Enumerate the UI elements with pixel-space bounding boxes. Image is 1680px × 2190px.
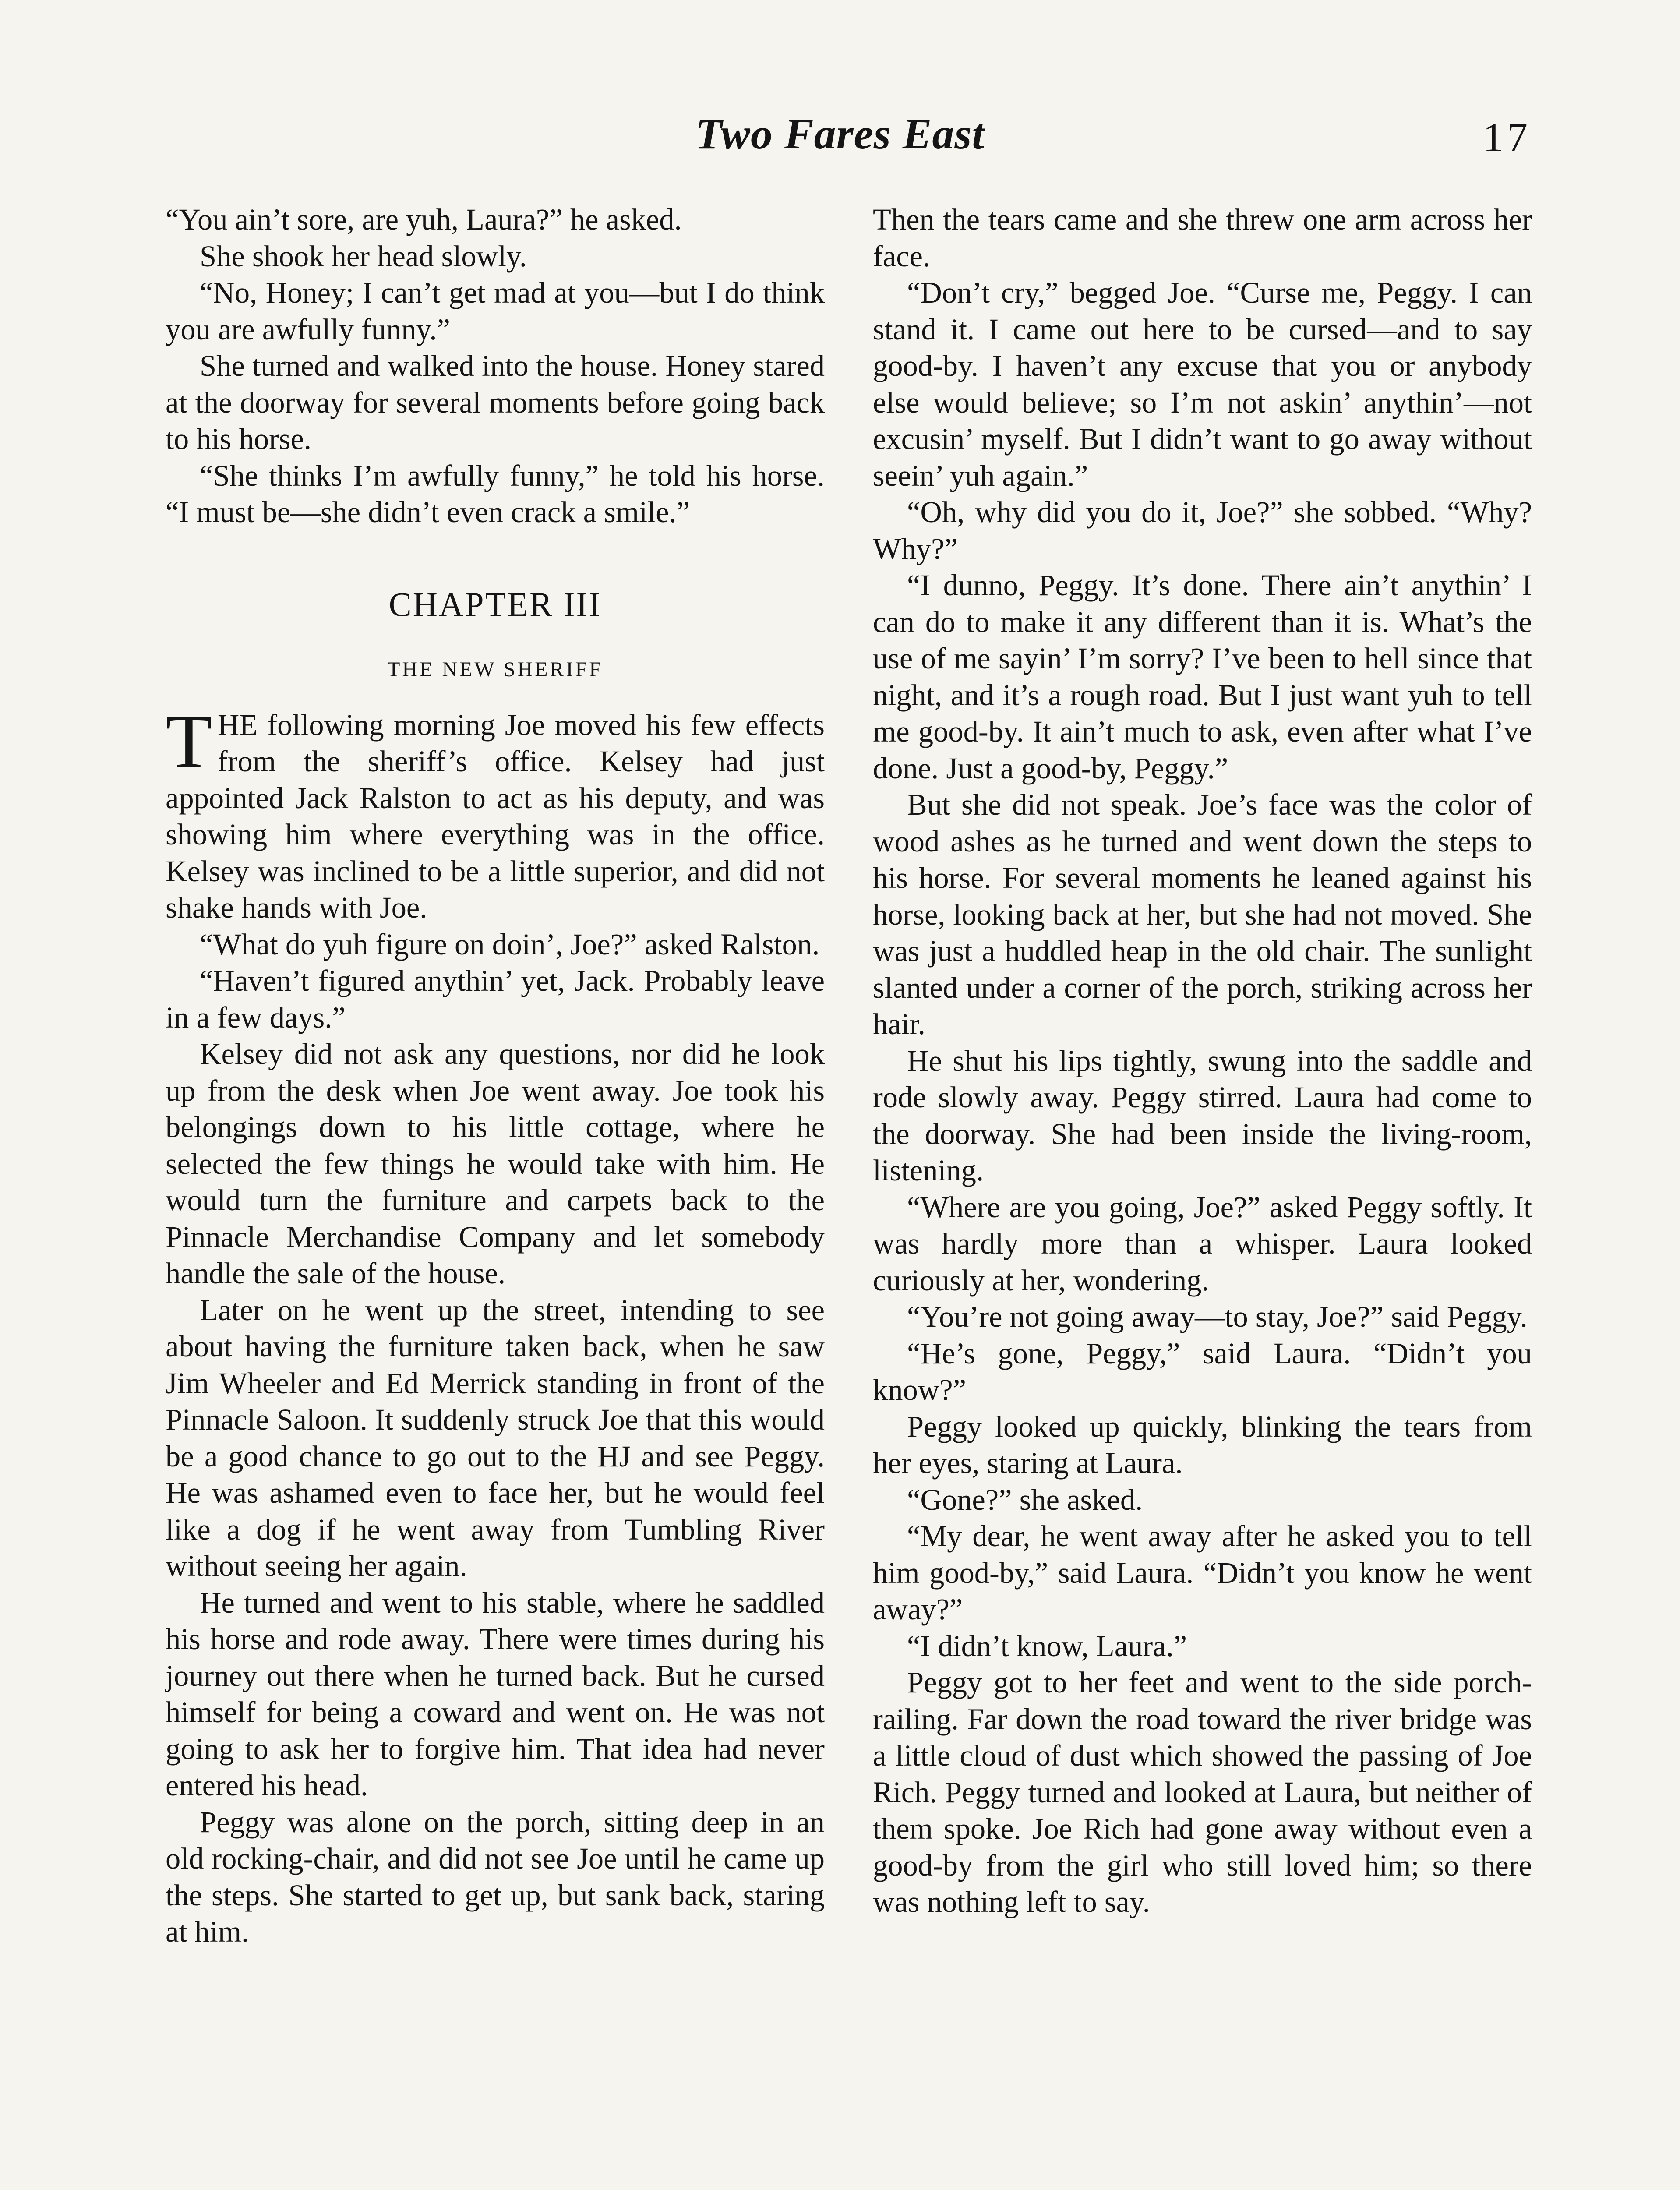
- paragraph: He shut his lips tightly, swung into the saddle and rode slowly away. Peggy stirred. Laura had come to the doorway. She had been inside the living-room, listening.: [873, 1044, 1532, 1187]
- page-number: 17: [1483, 115, 1531, 160]
- paragraph: She turned and walked into the house. Honey stared at the doorway for several moments before going back to his horse.: [166, 349, 825, 456]
- paragraph: Later on he went up the street, intending to see about having the furniture taken back, when he saw Jim Wheeler and Ed Merrick standing in front of the Pinnacle Saloon. It suddenly struck Joe that this would be a good chance to go out to the HJ and see Peggy. He was ashamed even to face her, but he would feel like a dog if he went away from Tumbling River without seeing her again.: [166, 1293, 825, 1582]
- paragraph: “He’s gone, Peggy,” said Laura. “Didn’t you know?”: [873, 1336, 1532, 1406]
- paragraph: “Where are you going, Joe?” asked Peggy softly. It was hardly more than a whisper. Laura looked curiously at her, wondering.: [873, 1190, 1532, 1297]
- chapter-subtitle: THE NEW SHERIFF: [387, 657, 603, 681]
- paragraph: “I didn’t know, Laura.”: [907, 1629, 1187, 1663]
- paragraph: “Don’t cry,” begged Joe. “Curse me, Peggy. I can stand it. I came out here to be cursed—and to say good-by. I haven’t any excuse that you or anybody else would believe; so I’m not askin’ anythin’—not excusin’ myself. But I didn’t want to go away without seein’ yuh again.”: [873, 276, 1532, 492]
- paragraph: “Oh, why did you do it, Joe?” she sobbed. “Why? Why?”: [873, 495, 1532, 565]
- paragraph: “You ain’t sore, are yuh, Laura?” he asked.: [166, 203, 682, 236]
- paragraph: “She thinks I’m awfully funny,” he told his horse. “I must be—she didn’t even crack a smile.”: [166, 459, 825, 529]
- paragraph: “You’re not going away—to stay, Joe?” said Peggy.: [907, 1300, 1528, 1333]
- running-title: Two Fares East: [695, 110, 985, 158]
- paragraph: Peggy looked up quickly, blinking the tears from her eyes, staring at Laura.: [873, 1409, 1532, 1480]
- paragraph: He turned and went to his stable, where he saddled his horse and rode away. There were times during his journey out there when he turned back. But he cursed himself for being a coward and went on. He was not going to ask her to forgive him. That idea had never entered his head.: [166, 1586, 825, 1802]
- paragraph: “Gone?” she asked.: [907, 1483, 1143, 1516]
- paragraph: “No, Honey; I can’t get mad at you—but I do think you are awfully funny.”: [166, 276, 825, 346]
- paragraph: But she did not speak. Joe’s face was the color of wood ashes as he turned and went down the steps to his horse. For several moments he leaned against his horse, looking back at her, but she had not moved. She was just a huddled heap in the old chair. The sunlight slanted under a corner of the porch, striking across her hair.: [873, 788, 1532, 1041]
- paragraph: She shook her head slowly.: [200, 239, 527, 273]
- paragraph: Then the tears came and she threw one arm across her face.: [873, 203, 1532, 273]
- right-column: [873, 201, 1532, 1921]
- opening-paragraph: [166, 698, 825, 926]
- paragraph: “My dear, he went away after he asked you to tell him good-by,” said Laura. “Didn’t you know he went away?”: [873, 1519, 1532, 1626]
- left-column: [166, 201, 825, 1950]
- paragraph: Peggy was alone on the porch, sitting deep in an old rocking-chair, and did not see Joe until he came up the steps. She started to get up, but sank back, staring at him.: [166, 1805, 825, 1948]
- chapter-heading: CHAPTER III: [388, 585, 602, 623]
- paragraph: Peggy got to her feet and went to the side porch-railing. Far down the road toward the river bridge was a little cloud of dust which showed the passing of Joe Rich. Peggy turned and looked at Laura, but neither of them spoke. Joe Rich had gone away without even a good-by from the girl who still loved him; so there was nothing left to say.: [873, 1666, 1532, 1918]
- paragraph: “What do yuh figure on doin’, Joe?” asked Ralston.: [200, 927, 820, 961]
- paragraph: Kelsey did not ask any questions, nor did he look up from the desk when Joe went away. Joe took his belongings down to his little cottage, where he selected the few things he would take with him. He would turn the furniture and carpets back to the Pinnacle Merchandise Company and let somebody handle the sale of the house.: [166, 1037, 825, 1290]
- paragraph: “I dunno, Peggy. It’s done. There ain’t anythin’ I can do to make it any different than it is. What’s the use of me sayin’ I’m sorry? I’ve been to hell since that night, and it’s a rough road. But I just want yuh to tell me good-by. It ain’t much to ask, even after what I’ve done. Just a good-by, Peggy.”: [873, 569, 1532, 785]
- opening-paragraph-text: HE following morning Joe moved his few effects from the sheriff’s office. Kelsey had just appointed Jack Ralston to act as his deputy, and was showing him where everything was in the office. Kelsey was inclined to be a little superior, and did not shake hands with Joe.: [166, 708, 825, 924]
- drop-cap: T: [166, 698, 212, 784]
- paragraph: “Haven’t figured anythin’ yet, Jack. Probably leave in a few days.”: [166, 964, 825, 1034]
